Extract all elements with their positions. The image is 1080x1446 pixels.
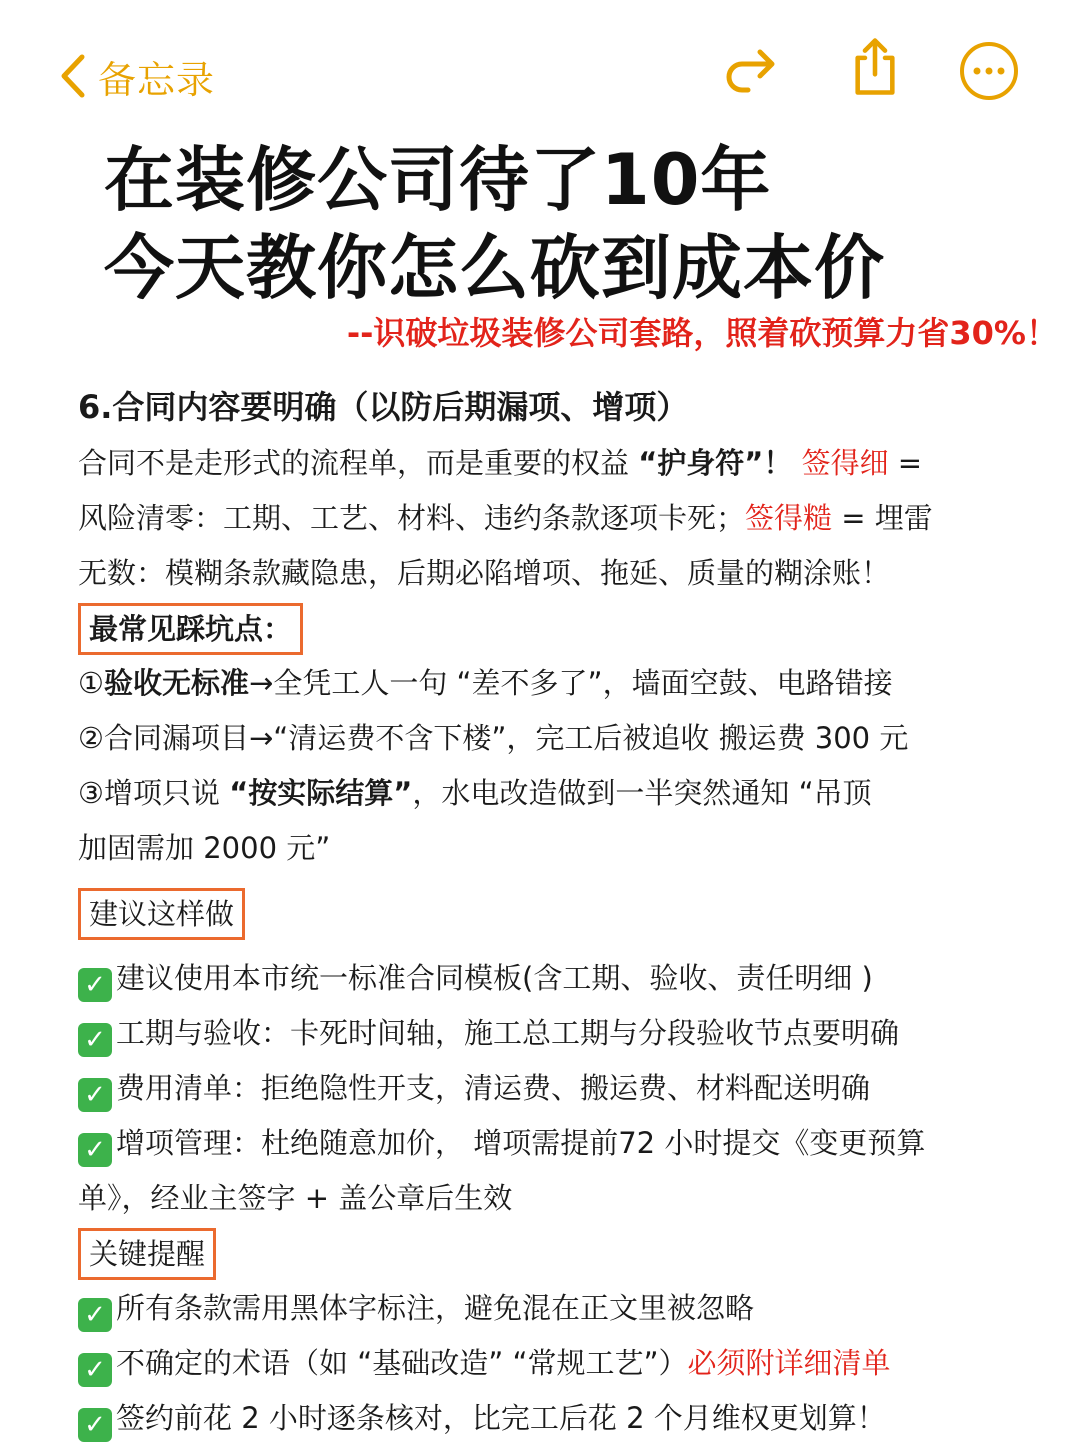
title-line-2: 今天教你怎么砍到成本价 [104,227,885,309]
paragraph-line: 合同不是走形式的流程单，而是重要的权益 “护身符”！ 签得细 = [78,446,923,480]
page-title [104,136,885,312]
advice-item: ✓ 费用清单：拒绝隐性开支，清运费、搬运费、材料配送明确 [78,1061,1038,1116]
pitfall-item: ①验收无标准→全凭工人一句 “差不多了”，墙面空鼓、电路错接 [78,666,893,700]
redo-icon[interactable] [720,40,782,102]
advice-item: ✓ 增项管理：杜绝随意加价， 增项需提前72 小时提交《变更预算 [78,1116,1038,1171]
check-icon: ✓ [78,1353,112,1387]
chevron-left-icon [58,53,88,99]
more-options-icon[interactable] [958,40,1020,102]
title-line-1: 在装修公司待了10年 [104,139,772,221]
advice-item: ✓ 工期与验收：卡死时间轴，施工总工期与分段验收节点要明确 [78,1006,1038,1061]
check-icon: ✓ [78,1408,112,1442]
pitfall-item-continued: 加固需加 2000 元” [78,831,331,865]
pitfall-item: ③增项只说 “按实际结算”，水电改造做到一半突然通知 “吊顶 [78,776,872,810]
section-heading: 6.合同内容要明确（以防后期漏项、增项） [78,388,689,426]
check-icon: ✓ [78,1023,112,1057]
check-icon: ✓ [78,968,112,1002]
note-body[interactable] [78,378,1038,1446]
reminders-label: 关键提醒 [78,1228,216,1280]
reminder-item: ✓ 所有条款需用黑体字标注，避免混在正文里被忽略 [78,1281,1038,1336]
back-label: 备忘录 [98,57,216,102]
advice-label: 建议这样做 [78,888,245,940]
share-icon[interactable] [844,36,906,98]
check-icon: ✓ [78,1298,112,1332]
subtitle: --识破垃圾装修公司套路，照着砍预算力省30%！ [346,314,1058,352]
paragraph-line: 无数：模糊条款藏隐患，后期必陷增项、拖延、质量的糊涂账！ [78,556,891,590]
reminder-item: ✓ 不确定的术语（如 “基础改造” “常规工艺”）必须附详细清单 [78,1336,1038,1391]
pitfalls-label: 最常见踩坑点： [78,603,303,655]
advice-item: ✓ 建议使用本市统一标准合同模板(含工期、验收、责任明细 ) [78,951,1038,1006]
check-icon: ✓ [78,1078,112,1112]
pitfall-item: ②合同漏项目→“清运费不含下楼”，完工后被追收 搬运费 300 元 [78,721,909,755]
top-navigation-bar [0,0,1080,150]
paragraph-line: 风险清零：工期、工艺、材料、违约条款逐项卡死；签得糙 = 埋雷 [78,501,933,535]
back-button[interactable] [58,48,215,104]
check-icon: ✓ [78,1133,112,1167]
reminder-item: ✓ 签约前花 2 小时逐条核对，比完工后花 2 个月维权更划算！ [78,1391,1038,1446]
advice-item-continued: 单》，经业主签字 + 盖公章后生效 [78,1181,513,1215]
